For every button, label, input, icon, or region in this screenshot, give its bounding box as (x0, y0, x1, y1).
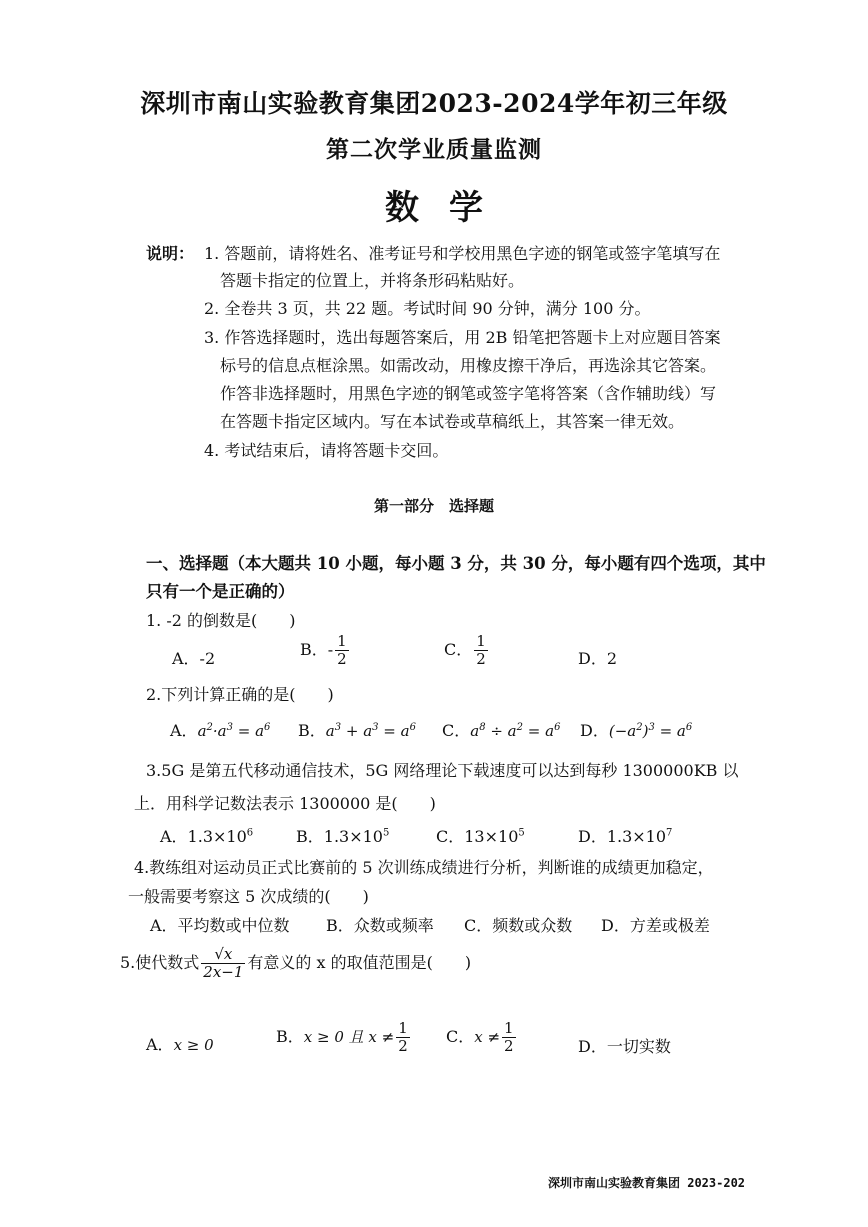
question-4-option-c: C．频数或众数 (464, 916, 573, 935)
instruction-line: 标号的信息点框涂黑。如需改动，用橡皮擦干净后，再选涂其它答案。 (220, 356, 717, 375)
fraction-denominator: 2 (398, 1037, 408, 1055)
option-label: A． (170, 721, 198, 740)
math-expression: $a^8 \div a^2 = a^6$ (470, 722, 561, 740)
question-2-option-d (580, 718, 692, 741)
instruction-line: 在答题卡指定区域内。写在本试卷或草稿纸上，其答案一律无效。 (220, 412, 685, 431)
exponent: 7 (666, 827, 673, 839)
instructions-label: 说明： (146, 244, 195, 263)
section-title: 第一部分 选择题 (373, 497, 494, 515)
exponent: 5 (518, 827, 525, 839)
part-heading-line1: 一、选择题（本大题共 10 小题，每小题 3 分，共 30 分，每小题有四个选项，其中 (146, 554, 766, 573)
option-label: B． (276, 1027, 304, 1046)
question-1-stem: 1. -2 的倒数是( ) (146, 611, 296, 630)
question-4-stem-line2: 一般需要考察这 5 次成绩的( ) (128, 887, 369, 906)
option-label: B． (298, 721, 326, 740)
option-label: B．1.3×10 (296, 827, 383, 846)
option-label: D．1.3×10 (578, 827, 667, 846)
option-label: B．- (300, 640, 334, 659)
question-3-stem-line2: 上．用科学记数法表示 1300000 是( ) (134, 794, 436, 813)
question-2-option-b (298, 718, 416, 741)
question-3-option-b (296, 824, 389, 847)
part-heading-line2: 只有一个是正确的） (146, 582, 295, 601)
fraction-numerator: 1 (504, 1019, 514, 1037)
math-expression: x ≠ (474, 1028, 501, 1046)
fraction-denominator: 2 (476, 650, 486, 668)
question-3-option-a (160, 824, 253, 847)
fraction (396, 1020, 410, 1055)
exam-title-line1: 深圳市南山实验教育集团2023-2024学年初三年级 (140, 89, 728, 118)
question-1-option-b (300, 633, 351, 668)
exam-title-line2: 第二次学业质量监测 (326, 136, 542, 163)
fraction-denominator: 2 (504, 1037, 514, 1055)
question-4-option-a: A．平均数或中位数 (150, 916, 290, 935)
question-4-option-b: B．众数或频率 (326, 916, 434, 935)
question-4-stem-line1: 4.教练组对运动员正式比赛前的 5 次训练成绩进行分析，判断谁的成绩更加稳定， (134, 858, 714, 877)
instruction-line: 答题卡指定的位置上，并将条形码粘贴好。 (220, 271, 525, 290)
question-5-option-c (446, 1020, 518, 1055)
question-5-option-d: D．一切实数 (578, 1037, 671, 1056)
fraction (201, 946, 245, 981)
question-1-option-c (444, 633, 490, 668)
fraction-denominator: 2 (337, 650, 347, 668)
stem-text: 有意义的 x 的取值范围是( ) (247, 953, 472, 972)
instruction-line: 1. 答题前，请将姓名、准考证号和学校用黑色字迹的钢笔或签字笔填写在 (204, 244, 721, 263)
option-label: C． (444, 640, 473, 659)
question-5-stem (120, 946, 471, 981)
fraction-numerator: 1 (476, 632, 486, 650)
question-1-option-d: D．2 (578, 649, 618, 668)
subject-title: 数学 (385, 188, 513, 228)
math-expression: $a^2\cdot a^3 = a^6$ (197, 722, 271, 740)
option-label: C． (442, 721, 471, 740)
math-expression: x ≥ 0 (173, 1036, 214, 1054)
fraction-numerator: 1 (398, 1019, 408, 1037)
fraction (502, 1020, 516, 1055)
fraction-denominator: 2x−1 (203, 963, 244, 981)
stem-text: 5.使代数式 (120, 953, 200, 972)
page-footer: 深圳市南山实验教育集团 2023-202 (548, 1176, 746, 1190)
instruction-line: 4. 考试结束后，请将答题卡交回。 (204, 441, 449, 460)
instruction-line: 3. 作答选择题时，选出每题答案后，用 2B 铅笔把答题卡上对应题目答案 (204, 328, 721, 347)
option-label: D． (580, 721, 609, 740)
option-label: A． (146, 1035, 174, 1054)
fraction-numerator: 1 (337, 632, 347, 650)
question-2-option-c (442, 718, 560, 741)
question-2-stem: 2.下列计算正确的是( ) (146, 685, 334, 704)
option-label: A．1.3×10 (160, 827, 247, 846)
fraction (335, 633, 349, 668)
question-5-option-b (276, 1020, 412, 1055)
question-3-stem-line1: 3.5G 是第五代移动通信技术，5G 网络理论下载速度可以达到每秒 1300000KB 以 (146, 761, 739, 780)
math-expression: $a^3 + a^3 = a^6$ (325, 722, 416, 740)
question-3-option-c (436, 824, 525, 847)
fraction-numerator: √x (214, 945, 233, 963)
question-3-option-d (578, 824, 672, 847)
question-1-option-a: A．-2 (172, 649, 216, 668)
question-5-option-a (146, 1032, 214, 1055)
fraction (474, 633, 488, 668)
option-label: C． (446, 1027, 475, 1046)
math-expression: x ≥ 0 且 x ≠ (303, 1028, 395, 1046)
exponent: 6 (246, 827, 254, 839)
math-expression: $(-a^2)^3 = a^6$ (608, 722, 693, 740)
exponent: 5 (382, 827, 390, 839)
instruction-line: 2. 全卷共 3 页，共 22 题。考试时间 90 分钟，满分 100 分。 (204, 299, 651, 318)
option-label: C．13×10 (436, 827, 519, 846)
question-2-option-a (170, 718, 270, 741)
instruction-line: 作答非选择题时，用黑色字迹的钢笔或签字笔将答案（含作辅助线）写 (220, 384, 717, 403)
question-4-option-d: D．方差或极差 (601, 916, 710, 935)
